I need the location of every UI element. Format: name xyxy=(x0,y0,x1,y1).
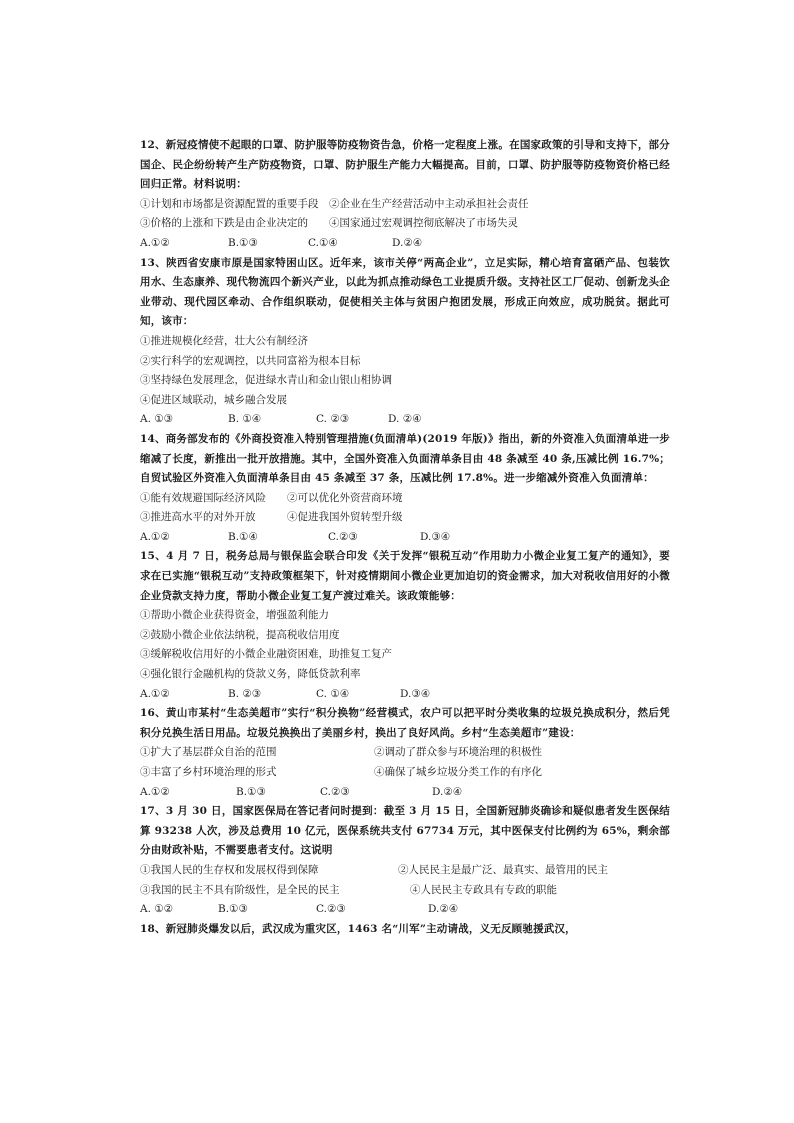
question-12-statement: ①计划和市场都是资源配置的重要手段 ②企业在生产经营活动中主动承担社会责任 xyxy=(140,197,529,210)
choice-b: B.①③ xyxy=(218,903,248,916)
question-16-statements xyxy=(140,763,670,783)
question-13-statement: ①推进规模化经营，壮大公有制经济 xyxy=(140,334,308,347)
choice-d: D.②④ xyxy=(428,903,459,916)
choice-a: A. ①② xyxy=(140,903,174,916)
question-14-choices xyxy=(140,528,670,548)
question-16-statement: ②调动了群众参与环境治理的积极性 xyxy=(374,746,542,759)
choice-d: D.③④ xyxy=(420,530,451,543)
question-13-stem: 13、陕西省安康市原是国家特困山区。近年来，该市关停“两高企业”，立足实际，精心培育富硒产品、包装饮用水、生态康养、现代物流四个新兴产业，以此为抓点推动绿色工业提质升级。支持社区工厂促动、创新龙头企业带动、现代园区牵动、合作组织联动，促使相关主体与贫困户抱团发展，形成正向效应，成功脱贫。据此可知，该市： xyxy=(140,256,670,328)
question-15-stem: 15、4 月 7 日，税务总局与银保监会联合印发《关于发挥“银税互动”作用助力小微企业复工复产的通知》，要求在已实施“银税互动”支持政策框架下，针对疫情期间小微企业更加迫切的资金需求，加大对税收信用好的小微企业贷款支持力度，帮助小微企业复工复产渡过难关。该政策能够： xyxy=(140,550,670,602)
question-14-statement: ③推进高水平的对外开放 ④促进我国外贸转型升级 xyxy=(140,511,403,524)
choice-c: C.①④ xyxy=(308,236,338,249)
choice-b: B.①③ xyxy=(236,785,266,798)
question-14-stem: 14、商务部发布的《外商投资准入特别管理措施(负面清单)(2019 年版)》指出，新的外资准入负面清单进一步缩减了长度，新推出一批开放措施。其中，全国外资准入负面清单条目由 48 条减至 40 条,压减比例 16.7%；自贸试验区外资准入负面清单条目由 45 条减至 37 条，压减比例 17.8%。进一步缩减外资准入负面清单： xyxy=(140,432,670,485)
choice-b: B. ①④ xyxy=(228,413,262,426)
question-17-choices xyxy=(140,900,670,920)
question-16-statements xyxy=(140,743,670,763)
question-16-choices xyxy=(140,783,670,803)
question-12-stem: 12、新冠疫情使不起眼的口罩、防护服等防疫物资告急，价格一定程度上涨。在国家政策的引导和支持下，部分国企、民企纷纷转产生产防疫物资，口罩、防护服生产能力大幅提高。目前，口罩、防护服等防疫物资价格已经回归正常。材料说明： xyxy=(140,139,670,191)
choice-a: A.①② xyxy=(140,530,170,543)
question-17-stem: 17、3 月 30 日，国家医保局在答记者问时提到：截至 3 月 15 日，全国新冠肺炎确诊和疑似患者发生医保结算 93238 人次，涉及总费用 10 亿元，医保系统共支付 67734 万元，其中医保支付比例约为 65%，剩余部分由财政补贴，不需要患者支付。这说明 xyxy=(140,805,670,857)
question-16-statement: ①扩大了基层群众自治的范围 xyxy=(140,746,277,759)
choice-d: D.③④ xyxy=(400,687,431,700)
question-17-statements xyxy=(140,881,670,901)
question-15-statement: ①帮助小微企业获得资金，增强盈利能力 xyxy=(140,609,329,622)
question-17-statement: ①我国人民的生存权和发展权得到保障 xyxy=(140,863,319,876)
question-16-stem: 16、黄山市某村“生态美超市”实行“积分换物”经营模式，农户可以把平时分类收集的垃圾兑换成积分，然后凭积分兑换生活日用品。垃圾兑换换出了美丽乡村，换出了良好风尚。乡村“生态美超市”建设： xyxy=(140,707,670,739)
question-13-choices xyxy=(140,410,670,430)
question-17-statements xyxy=(140,861,670,881)
question-13-statement: ②实行科学的宏观调控，以共同富裕为根本目标 xyxy=(140,354,361,367)
question-13-statement: ④促进区域联动，城乡融合发展 xyxy=(140,393,287,406)
question-12-choices xyxy=(140,234,670,254)
exam-content xyxy=(140,136,670,939)
choice-a: A. ①③ xyxy=(140,413,174,426)
choice-c: C.②③ xyxy=(328,530,358,543)
question-15-statement: ③缓解税收信用好的小微企业融资困难，助推复工复产 xyxy=(140,648,392,661)
choice-d: D. ②④ xyxy=(388,413,422,426)
question-17-statement: ②人民民主是最广泛、最真实、最管用的民主 xyxy=(398,863,608,876)
question-15-statement: ②鼓励小微企业依法纳税，提高税收信用度 xyxy=(140,628,340,641)
choice-d: D.②④ xyxy=(432,785,463,798)
question-17-statement: ③我国的民主不具有阶级性，是全民的民主 xyxy=(140,883,340,896)
choice-c: C.②③ xyxy=(316,903,346,916)
question-16-statement: ④确保了城乡垃圾分类工作的有序化 xyxy=(374,766,542,778)
question-18-stem: 18、新冠肺炎爆发以后，武汉成为重灾区，1463 名“川军”主动请战，义无反顾驰援武汉， xyxy=(140,922,576,935)
choice-b: B. ②③ xyxy=(228,687,262,700)
choice-c: C. ①④ xyxy=(316,687,350,700)
choice-b: B.①③ xyxy=(228,236,258,249)
choice-b: B.①④ xyxy=(228,530,258,543)
choice-a: A.①② xyxy=(140,687,170,700)
choice-c: C. ②③ xyxy=(316,413,350,426)
question-15-choices xyxy=(140,685,670,705)
choice-c: C.②③ xyxy=(320,785,350,798)
question-14-statement: ①能有效规避国际经济风险 ②可以优化外资营商环境 xyxy=(140,491,403,504)
question-13-statement: ③坚持绿色发展理念，促进绿水青山和金山银山相协调 xyxy=(140,374,392,387)
question-15-statement: ④强化银行金融机构的贷款义务，降低贷款利率 xyxy=(140,668,361,681)
choice-a: A.①② xyxy=(140,785,170,798)
question-16-statement: ③丰富了乡村环境治理的形式 xyxy=(140,766,277,778)
choice-d: D.②④ xyxy=(392,236,423,249)
question-17-statement: ④人民民主专政具有专政的职能 xyxy=(410,883,557,896)
choice-a: A.①② xyxy=(140,236,170,249)
question-12-statement: ③价格的上涨和下跌是由企业决定的 ④国家通过宏观调控彻底解决了市场失灵 xyxy=(140,217,518,230)
